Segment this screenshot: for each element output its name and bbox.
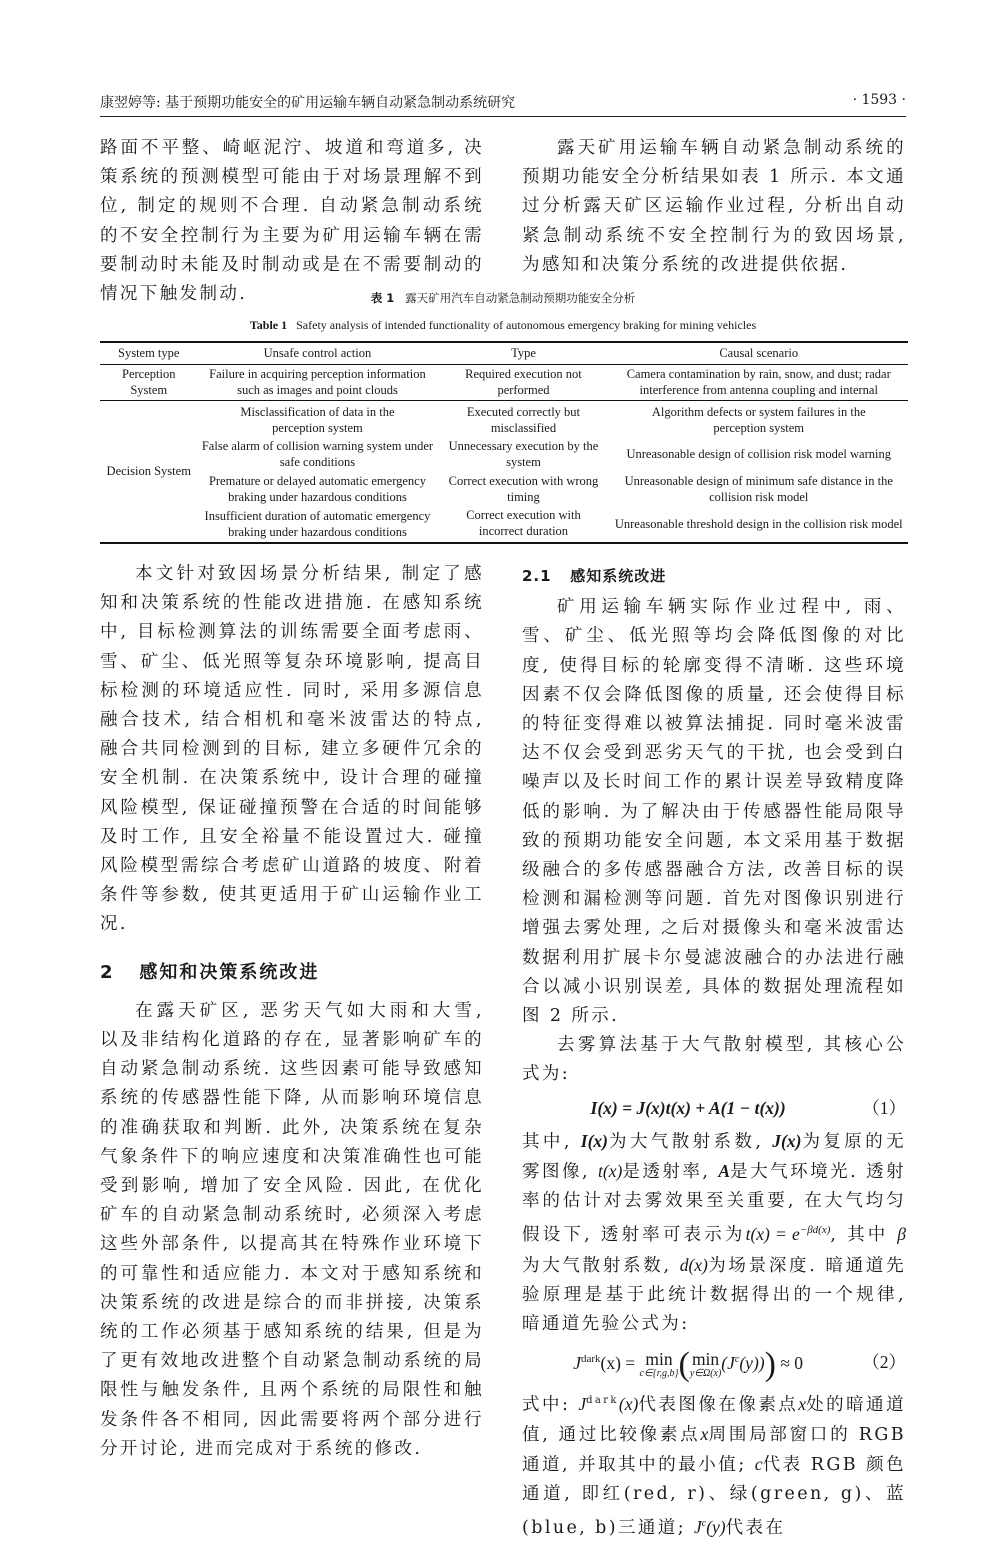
equation-1 [522,1094,906,1123]
text: 处的暗通道值, 通过比较像素点 [522,1394,906,1445]
paragraph: 露天矿用运输车辆自动紧急制动系统的预期功能安全分析结果如表 1 所示. 本文通过分析露天矿区运输作业过程, 分析出自动紧急制动系统不安全控制行为的致因场景, 为感知和决策分系统的改进提供依据. [522,138,906,275]
text: , 其中 [830,1225,898,1246]
cell: Premature or delayed automatic emergency braking under hazardous conditions [208,473,426,504]
cell: Perception System [122,366,176,397]
text: 其中, [522,1131,581,1152]
text: 代表 RGB 颜色通道, 即红(red, r)、绿(green, g)、蓝(blue, b)三通道; [522,1454,907,1538]
math: x [700,1423,709,1444]
math: (x) = [600,1352,640,1373]
math-superscript: dark [586,1394,619,1406]
min-subscript: y∈Ω(x) [689,1368,722,1380]
math: d(x) [679,1254,708,1275]
table-row [100,364,908,400]
text: 为大气散射系数, [607,1131,773,1152]
table-row [100,400,908,437]
cell: Failure in acquiring perception information such as images and point clouds [209,366,426,397]
text: 代表在 [725,1517,786,1538]
math: J [578,1393,587,1414]
cell: Unnecessary execution by the system [448,438,599,469]
table-caption-cn [100,290,906,306]
running-title: 康翌婷等: 基于预期功能安全的矿用运输车辆自动紧急制动系统研究 [100,95,516,111]
paragraph [522,1386,906,1543]
paragraph: 本文针对致因场景分析结果, 制定了感知和决策系统的性能改进措施. 在感知系统中, 目标检测算法的训练需要全面考虑雨、雪、矿尘、低光照等复杂环境影响, 提高目标检测的环境适应性. 同时, 采用多源信息融合技术, 结合相机和毫米波雷达的特点, 融合共同检测到的目标, 建立多硬件冗余的安全机制. 在决策系统中, 设计合理的碰撞风险模型, 保证碰撞预警在合适的时间能够及时工作, 且安全裕量不能设置过大. 碰撞风险模型需综合考虑矿山道路的坡度、附着条件等参数, 使其更适用于矿山运输作业工况. [100,564,484,935]
paragraph: 在露天矿区, 恶劣天气如大雨和大雪, 以及非结构化道路的存在, 显著影响矿车的自动紧急制动系统. 这些因素可能导致感知系统的传感器性能下降, 从而影响环境信息的准确获取和判断. 此外, 决策系统在复杂气象条件下的响应速度和决策准确性也可能受到影响, 增加了安全风险. 因此, 在优化矿车的自动紧急制动系统时, 必须深入考虑这些外部条件, 以提高其在特殊作业环境下的可靠性和适应能力. 本文对于感知系统和决策系统的改进是综合的而非拼接, 决策系统的工作必须基于感知系统的结果, 但是为了更有效地改进整个自动紧急制动系统的局限性与触发条件, 且两个系统的局限性和触发条件各不相同, 因此需要将两个部分进行分开讨论, 进而完成对于系统的修改. [100,1000,484,1459]
paragraph: 路面不平整、崎岖泥泞、坡道和弯道多, 决策系统的预测模型可能由于对场景理解不到位, 制定的规则不合理. 自动紧急制动系统的不安全控制行为主要为矿用运输车辆在需要制动时未能及时制动或是在不需要制动的情况下触发制动. [100,138,484,305]
math: (y)) [739,1352,765,1373]
math: J(x) [772,1130,802,1151]
equation-2: $J^{dark}(x) = \min$ c∈{r,g,b} ( min y∈Ω(x) $(J^c(y))) \approx 0$ （2） [573,1346,906,1384]
caption-text: 露天矿用汽车自动紧急制动预期功能安全分析 [405,291,636,305]
caption-label: Table 1 [249,318,288,332]
column-header: Causal scenario [719,346,799,360]
text: 是透射率, [622,1162,719,1183]
subsection-title: 感知系统改进 [570,567,667,585]
cell: Insufficient duration of automatic emergency braking under hazardous conditions [204,508,431,539]
table-caption-en [100,318,906,333]
top-right-column [522,134,906,280]
equation-body: I(x) = J(x)t(x) + A(1 − t(x)) [590,1097,786,1118]
cell: Correct execution with incorrect duration [466,507,581,538]
section-title: 感知和决策系统改进 [139,961,320,983]
column-header: Unsafe control action [263,346,372,360]
math: ≈ 0 [775,1352,804,1373]
table-row [100,437,908,472]
text: 代表图像在像素点 [638,1394,799,1415]
section-heading [100,958,484,987]
math-superscript: −βd(x) [799,1224,831,1237]
math: (x) [618,1393,639,1414]
paragraph [522,1127,906,1339]
cell: Unreasonable threshold design in the collision risk model [614,516,903,531]
page-number: · 1593 · [852,92,906,108]
text: 式中: [522,1394,579,1415]
paragraph: 去雾算法基于大气散射模型, 其核心公式为: [522,1035,906,1085]
safety-analysis-table [100,341,908,544]
cell: Unreasonable design of collision risk model warning [626,446,891,461]
cell: Correct execution with wrong timing [448,473,599,504]
text: 为场景深度. 暗通道先验原理是基于此统计数据得出的一个规律, 暗通道先验公式为: [522,1255,906,1334]
math: (y) [706,1516,726,1537]
table-header-row [100,342,908,364]
cell: Decision System [106,463,191,478]
min-subscript: c∈{r,g,b} [639,1368,679,1380]
cell: Camera contamination by rain, snow, and dust; radar interference from antenna coupling and internal [626,366,891,397]
text: 为大气散射系数, [522,1255,680,1276]
column-header: System type [118,346,180,360]
text: 为复原的无雾图像, [522,1131,906,1183]
running-header [100,92,906,112]
section-number: 2 [100,961,115,983]
bottom-left-column [100,560,484,1464]
math: t(x) [598,1161,623,1182]
paragraph: 矿用运输车辆实际作业过程中, 雨、雪、矿尘、低光照等均会降低图像的对比度, 使得目标的轮廓变得不清晰. 这些环境因素不仅会降低图像的质量, 还会使得目标的特征变得难以被算法捕捉. 同时毫米波雷达不仅会受到恶劣天气的干扰, 也会受到白噪声以及长时间工作的累计误差导致精度降低的影响. 为了解决由于传感器性能局限导致的预期功能安全问题, 本文采用基于数据级融合的多传感器融合方法, 改善目标的误检测和漏检测等问题. 首先对图像识别进行增强去雾处理, 之后对摄像头和毫米波雷达数据利用扩展卡尔曼滤波融合的办法进行融合以减小识别误差, 具体的数据处理流程如图 2 所示. [522,597,906,1027]
cell: False alarm of collision warning system under safe conditions [201,438,434,469]
text: 是大气环境光. 透射率的估计对去雾效果至关重要, 在大气均匀假设下, 透射率可表示为 [522,1162,907,1246]
caption-text: Safety analysis of intended functionality of autonomous emergency braking for mining vehicles [296,318,757,332]
math: β [897,1224,906,1245]
cell: Executed correctly but misclassified [466,404,581,435]
caption-label: 表 1 [370,291,395,305]
math: A [718,1161,731,1182]
math-superscript: c [734,1354,740,1366]
cell: Unreasonable design of minimum safe distance in the collision risk model [624,473,893,504]
equation-number: （2） [862,1351,906,1372]
column-header: Type [511,346,536,360]
math: J [693,1516,702,1537]
math: (J [721,1352,735,1373]
min-operator: min [691,1349,720,1370]
subsection-number: 2.1 [522,567,552,585]
cell: Algorithm defects or system failures in the perception system [651,404,866,435]
cell: Required execution not performed [465,366,582,397]
min-operator: min [645,1349,673,1370]
math: I(x) [580,1130,608,1151]
text: 周围局部窗口的 RGB 通道, 并取其中的最小值; [522,1424,907,1475]
header-rule [100,116,906,117]
math-superscript: dark [580,1353,601,1366]
cell: Misclassification of data in the perception system [240,404,395,435]
table-row [100,507,908,543]
math: J [573,1352,581,1373]
math: x [798,1393,807,1414]
math: t(x) = e [745,1224,800,1245]
subsection-heading [522,562,906,591]
math-superscript: c [701,1518,707,1530]
top-left-column [100,134,484,309]
table-row [100,472,908,507]
equation-number: （1） [862,1097,906,1118]
bottom-right-column [522,562,906,1543]
math: c [754,1453,763,1474]
